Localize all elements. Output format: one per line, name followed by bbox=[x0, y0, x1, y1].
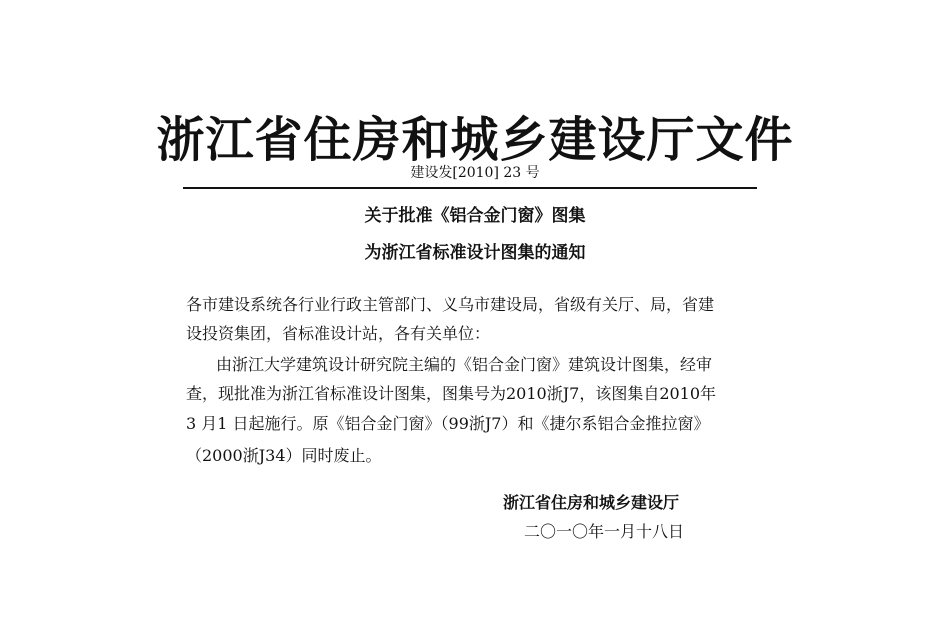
document-number: 建设发[2010] 23 号 bbox=[410, 165, 540, 181]
signature-date: 二〇一〇年一月十八日 bbox=[524, 522, 685, 541]
document-title: 浙江省住房和城乡建设厅文件 bbox=[156, 112, 794, 169]
subject-line-1: 关于批准《铝合金门窗》图集 bbox=[364, 206, 586, 226]
addressee-line-2: 设投资集团，省标准设计站，各有关单位： bbox=[186, 324, 491, 343]
addressee-line-1: 各市建设系统各行业行政主管部门、义乌市建设局，省级有关厅、局，省建 bbox=[186, 295, 715, 314]
header-rule bbox=[183, 187, 757, 189]
signature-organization: 浙江省住房和城乡建设厅 bbox=[503, 493, 680, 512]
body-line-2: 查，现批准为浙江省标准设计图集，图集号为2010浙J7，该图集自2010年 bbox=[186, 384, 717, 403]
body-line-3: 3 月1 日起施行。原《铝合金门窗》（99浙J7）和《捷尔系铝合金推拉窗》 bbox=[186, 414, 710, 433]
body-line-1: 由浙江大学建筑设计研究院主编的《铝合金门窗》建筑设计图集，经审 bbox=[216, 355, 713, 374]
body-line-4: （2000浙J34）同时废止。 bbox=[186, 446, 382, 465]
subject-line-2: 为浙江省标准设计图集的通知 bbox=[364, 243, 586, 263]
